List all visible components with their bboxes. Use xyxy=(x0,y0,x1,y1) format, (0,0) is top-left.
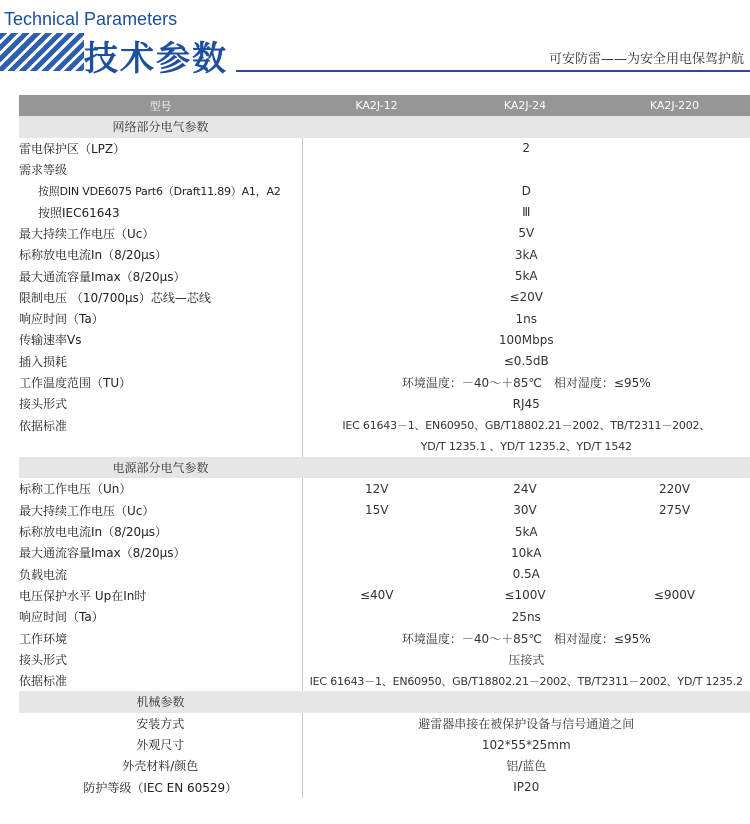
table-row xyxy=(19,521,750,542)
row-label: 按照DIN VDE6075 Part6（Draft11.89）A1，A2 xyxy=(19,180,302,201)
table-row xyxy=(19,564,750,585)
table-row xyxy=(19,670,750,691)
row-value: 环境温度：－40～＋85℃ 相对湿度：≤95% xyxy=(401,376,651,390)
row-value: 102*55*25mm xyxy=(481,737,571,752)
table-row xyxy=(19,372,750,393)
section-row-mechanical xyxy=(19,691,750,712)
header-model-2: KA2J-24 xyxy=(451,95,599,116)
table-row xyxy=(19,627,750,648)
slogan: 可安防雷——为安全用电保驾护航 xyxy=(548,52,744,67)
table-row xyxy=(19,201,750,222)
row-value-1: ≤40V xyxy=(359,588,394,603)
row-label: 接头形式 xyxy=(19,649,302,670)
english-title: Technical Parameters xyxy=(4,9,178,29)
table-header-row xyxy=(19,95,750,116)
row-label: 需求等级 xyxy=(19,159,302,180)
row-value-3: 275V xyxy=(658,503,691,518)
table-row xyxy=(19,308,750,329)
row-label: 负载电流 xyxy=(19,564,302,585)
table-row xyxy=(19,351,750,372)
row-label: 标称放电电流In（8/20μs） xyxy=(19,521,302,542)
row-label: 限制电压 （10/700μs）芯线—芯线 xyxy=(19,287,302,308)
row-value: 2 xyxy=(522,141,531,156)
row-label: 依据标准 xyxy=(19,414,302,435)
table-row xyxy=(19,138,750,159)
table-row xyxy=(19,755,750,776)
stripe-decoration xyxy=(0,33,84,71)
row-label: 电压保护水平 Up在In时 xyxy=(19,585,302,606)
table-row xyxy=(19,159,750,180)
table-row xyxy=(19,606,750,627)
row-value: IP20 xyxy=(513,780,540,795)
row-value-1: 12V xyxy=(365,481,389,496)
row-label: 最大持续工作电压（Uc） xyxy=(19,500,302,521)
row-value: RJ45 xyxy=(512,396,540,411)
section-row-power xyxy=(19,457,750,478)
row-value: 5kA xyxy=(514,524,538,539)
row-value: ≤20V xyxy=(509,290,544,305)
table-row xyxy=(19,414,750,435)
row-value: 0.5A xyxy=(512,567,540,582)
table-row xyxy=(19,478,750,499)
table-row xyxy=(19,393,750,414)
row-value: 环境温度：－40～＋85℃ 相对湿度：≤95% xyxy=(401,631,651,646)
table-row xyxy=(19,223,750,244)
table-row xyxy=(19,329,750,350)
table-row xyxy=(19,734,750,755)
section-row-network xyxy=(19,116,750,137)
row-label: 外壳材料/颜色 xyxy=(19,755,302,776)
row-label: 按照IEC61643 xyxy=(19,201,302,222)
row-value: IEC 61643－1、EN60950、GB/T18802.21－2002、TB/T2311－2002、YD/T 1235.2 xyxy=(309,674,743,688)
header-model-3: KA2J-220 xyxy=(599,95,750,116)
row-label: 最大持续工作电压（Uc） xyxy=(19,223,302,244)
table-row xyxy=(19,713,750,734)
row-label: 传输速率Vs xyxy=(19,329,302,350)
table-row xyxy=(19,180,750,201)
row-label: 最大通流容量Imax（8/20μs） xyxy=(19,265,302,286)
header-model-label: 型号 xyxy=(19,95,302,116)
row-value: 25ns xyxy=(511,609,541,624)
row-value: 5kA xyxy=(514,269,538,284)
row-value: 避雷器串接在被保护设备与信号通道之间 xyxy=(418,716,635,731)
row-value: 3kA xyxy=(514,247,538,262)
row-label: 标称工作电压（Un） xyxy=(19,478,302,499)
row-label: 依据标准 xyxy=(19,670,302,691)
table-row xyxy=(19,542,750,563)
row-label: 工作温度范围（TU） xyxy=(19,372,302,393)
row-value-2: ≤100V xyxy=(504,588,546,603)
row-label: 防护等级（IEC EN 60529） xyxy=(19,777,302,798)
row-value: 10kA xyxy=(511,545,542,560)
row-value-3: 220V xyxy=(658,481,691,496)
row-value: YD/T 1235.1 、YD/T 1235.2、YD/T 1542 xyxy=(420,440,632,454)
table-row xyxy=(19,265,750,286)
row-label xyxy=(19,436,302,457)
table-row xyxy=(19,649,750,670)
row-label: 接头形式 xyxy=(19,393,302,414)
row-value: D xyxy=(521,183,531,198)
row-value: ≤0.5dB xyxy=(503,354,549,369)
row-value: 压接式 xyxy=(508,652,545,667)
page-header xyxy=(0,0,750,78)
header-model-1: KA2J-12 xyxy=(302,95,451,116)
row-value xyxy=(302,159,750,180)
section-title-power: 电源部分电气参数 xyxy=(19,457,302,478)
row-label: 标称放电电流In（8/20μs） xyxy=(19,244,302,265)
row-value-2: 30V xyxy=(513,503,537,518)
row-label: 最大通流容量Imax（8/20μs） xyxy=(19,542,302,563)
row-label: 雷电保护区（LPZ） xyxy=(19,138,302,159)
row-value-3: ≤900V xyxy=(653,588,696,603)
table-row xyxy=(19,500,750,521)
table-row xyxy=(19,287,750,308)
table-row xyxy=(19,436,750,457)
chinese-title: 技术参数 xyxy=(84,39,228,79)
title-underline xyxy=(236,70,750,72)
table-row xyxy=(19,585,750,606)
row-value: 5V xyxy=(518,226,535,241)
row-value-2: 24V xyxy=(513,481,537,496)
row-value: IEC 61643－1、EN60950、GB/T18802.21－2002、TB/T2311－2002、 xyxy=(342,419,711,433)
table-row xyxy=(19,777,750,798)
row-label: 外观尺寸 xyxy=(19,734,302,755)
row-value: 铝/蓝色 xyxy=(506,759,547,774)
table-row xyxy=(19,244,750,265)
row-label: 响应时间（Ta） xyxy=(19,606,302,627)
row-label: 插入损耗 xyxy=(19,351,302,372)
parameters-table xyxy=(19,95,750,798)
row-value: 1ns xyxy=(515,311,537,326)
row-value: 100Mbps xyxy=(498,332,554,347)
row-label: 响应时间（Ta） xyxy=(19,308,302,329)
section-title-mechanical: 机械参数 xyxy=(19,691,302,712)
row-label: 工作环境 xyxy=(19,627,302,648)
section-title-network: 网络部分电气参数 xyxy=(19,116,302,137)
row-label: 安装方式 xyxy=(19,713,302,734)
row-value-1: 15V xyxy=(365,503,389,518)
row-value: Ⅲ xyxy=(522,205,531,220)
